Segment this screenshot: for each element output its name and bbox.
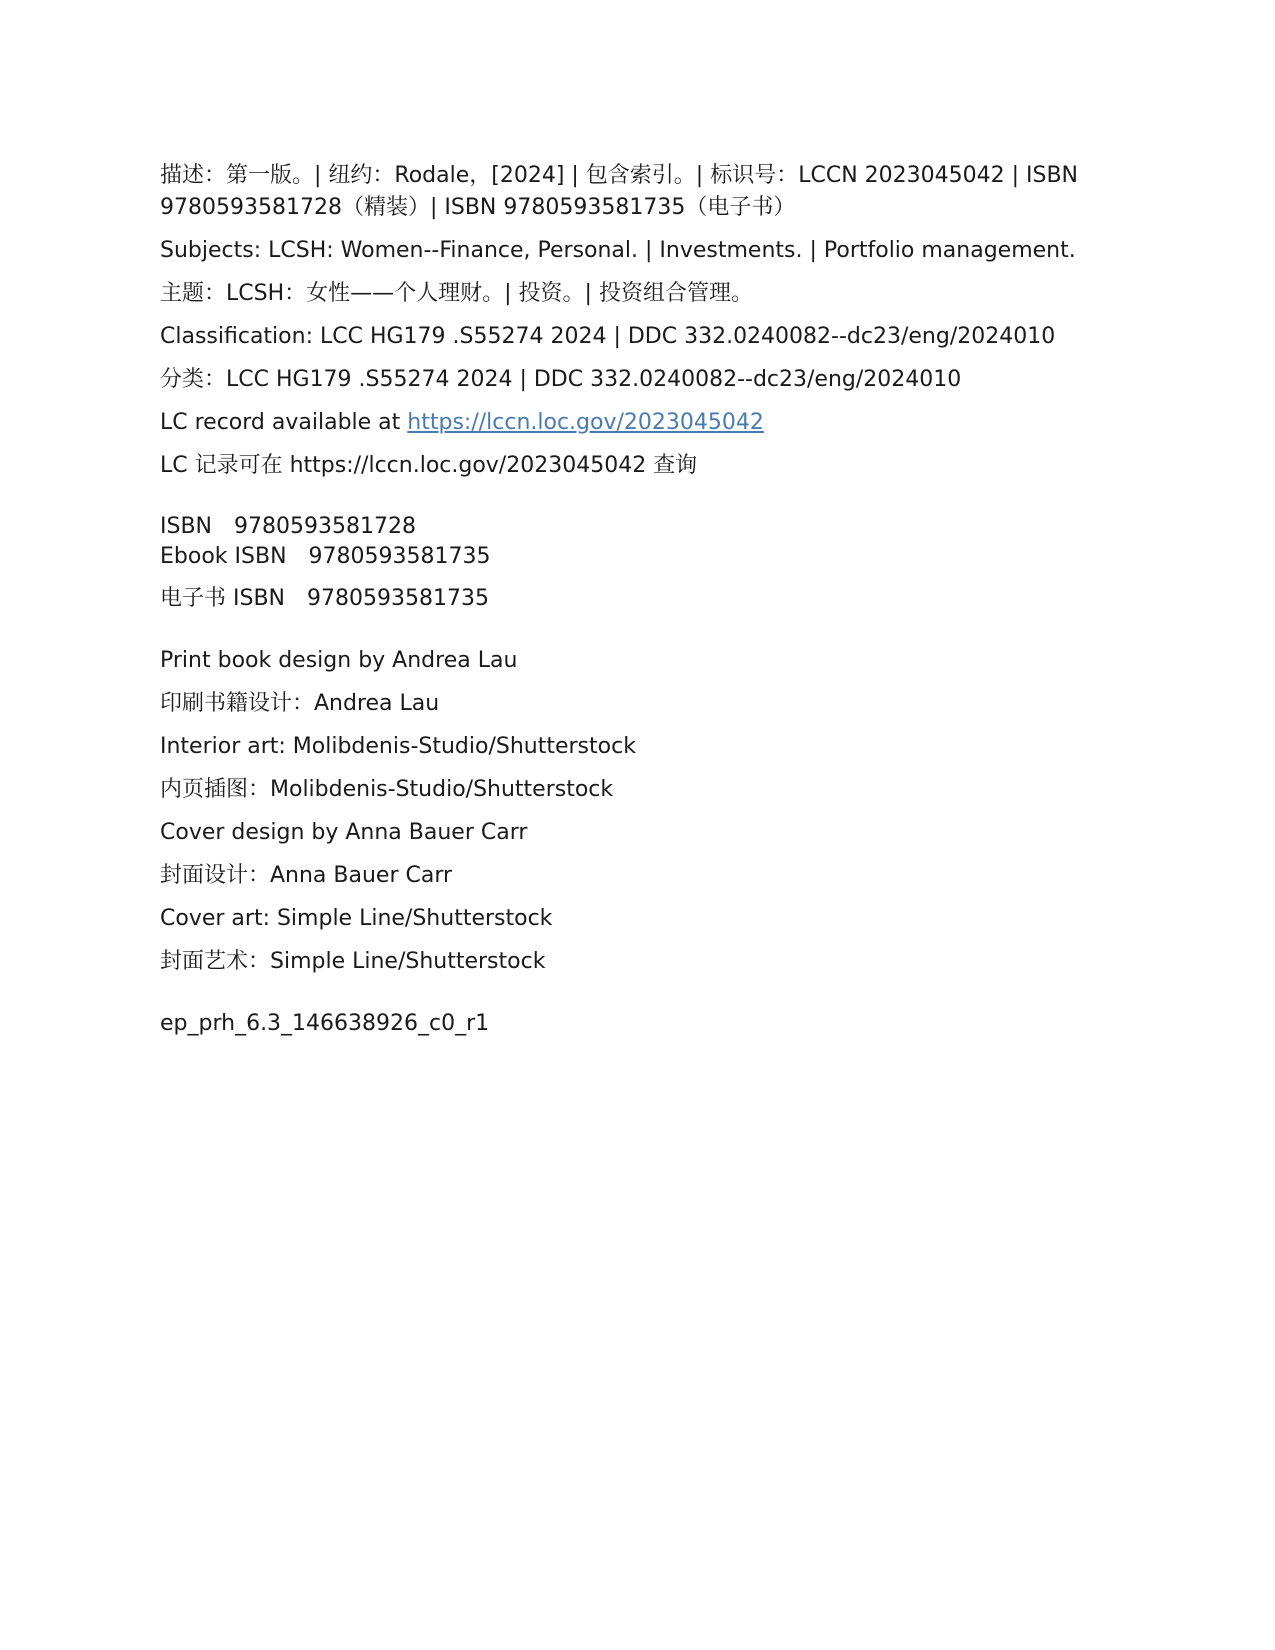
credit-line: Print book design by Andrea Lau: [160, 648, 518, 673]
credit-line: Cover art: Simple Line/Shutterstock: [160, 906, 553, 931]
lc-record-line: [160, 407, 1120, 439]
credit-line: 封面设计：Anna Bauer Carr: [160, 863, 453, 888]
isbn-block: [160, 512, 1120, 615]
ebook-isbn-label: Ebook ISBN: [160, 544, 287, 569]
lc-record-link[interactable]: https://lccn.loc.gov/2023045042: [407, 410, 764, 435]
credit-line: 印刷书籍设计：Andrea Lau: [160, 691, 440, 716]
isbn-row: [160, 512, 1120, 542]
ebook-isbn-cn-label: 电子书 ISBN: [160, 586, 285, 611]
ebook-isbn-row: [160, 542, 1120, 572]
ebook-isbn-cn-row: [160, 583, 1120, 615]
copyright-page: [160, 160, 1120, 1040]
lc-record-prefix: LC record available at: [160, 410, 408, 435]
edition-code: ep_prh_6.3_146638926_c0_r1: [160, 1011, 490, 1036]
credit-line: 封面艺术：Simple Line/Shutterstock: [160, 949, 546, 974]
isbn-label: ISBN: [160, 514, 213, 539]
subjects-cn: 主题：LCSH：女性——个人理财。| 投资。| 投资组合管理。: [160, 281, 753, 306]
classification-en: Classification: LCC HG179 .S55274 2024 | DDC 332.0240082--dc23/eng/2024010: [160, 324, 1056, 349]
credit-line: Cover design by Anna Bauer Carr: [160, 820, 528, 845]
lc-record-cn: LC 记录可在 https://lccn.loc.gov/2023045042 查询: [160, 453, 698, 478]
subjects-en: Subjects: LCSH: Women--Finance, Personal. | Investments. | Portfolio management.: [160, 238, 1076, 263]
credits-block: [160, 645, 1120, 978]
description-cn: 描述：第一版。| 纽约：Rodale，[2024] | 包含索引。| 标识号：LCCN 2023045042 | ISBN 9780593581728（精装）| ISBN 9780593581735（电子书）: [160, 163, 1086, 220]
classification-cn: 分类：LCC HG179 .S55274 2024 | DDC 332.0240082--dc23/eng/2024010: [160, 367, 962, 392]
credit-line: 内页插图：Molibdenis-Studio/Shutterstock: [160, 777, 614, 802]
ebook-isbn-value: 9780593581735: [308, 544, 491, 569]
credit-line: Interior art: Molibdenis-Studio/Shutterstock: [160, 734, 636, 759]
isbn-value: 9780593581728: [234, 514, 416, 539]
ebook-isbn-cn-value: 9780593581735: [307, 586, 489, 611]
